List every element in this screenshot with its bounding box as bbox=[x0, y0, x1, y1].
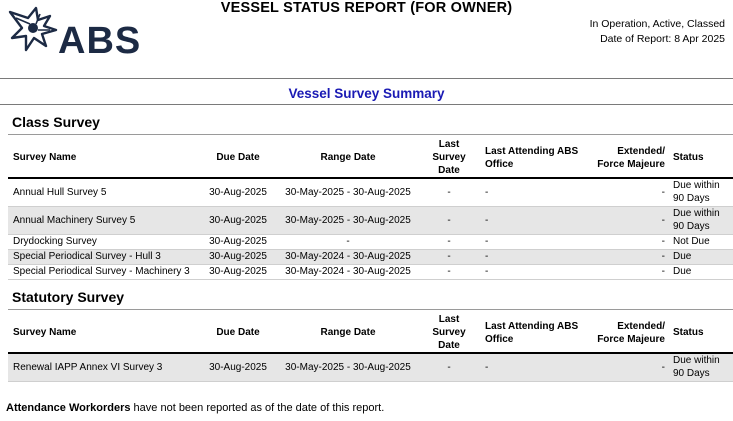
report-date-line bbox=[590, 32, 725, 47]
col-header-status: Status bbox=[673, 327, 704, 338]
col-header-last-survey-date: Last Survey Date bbox=[432, 139, 466, 176]
cell-last-survey-date: - bbox=[418, 206, 480, 234]
report-title: VESSEL STATUS REPORT (FOR OWNER) bbox=[220, 0, 513, 16]
summary-title: Vessel Survey Summary bbox=[288, 86, 445, 101]
cell-last-survey-date: - bbox=[447, 266, 451, 277]
logo-text: ABS bbox=[58, 20, 142, 60]
col-header-status: Status bbox=[673, 152, 704, 163]
vessel-status-line: In Operation, Active, Classed bbox=[589, 18, 725, 30]
cell-range-date: 30-May-2025 - 30-Aug-2025 bbox=[278, 353, 418, 381]
col-header-due-date: Due Date bbox=[216, 152, 260, 163]
cell-survey-name: Annual Machinery Survey 5 bbox=[8, 206, 198, 234]
cell-survey-name: Special Periodical Survey - Hull 3 bbox=[8, 249, 198, 264]
cell-last-survey-date: - bbox=[447, 236, 451, 247]
cell-extended: - bbox=[661, 266, 665, 277]
cell-range-date: 30-May-2025 - 30-Aug-2025 bbox=[285, 186, 411, 198]
statutory-survey-divider bbox=[8, 309, 733, 310]
col-header-survey-name: Survey Name bbox=[13, 327, 77, 338]
footer-note-bold: Attendance Workorders bbox=[6, 402, 131, 414]
cell-due-date: 30-Aug-2025 bbox=[209, 186, 267, 198]
cell-due-date: 30-Aug-2025 bbox=[198, 353, 278, 381]
cell-status: Due within 90 Days bbox=[668, 206, 733, 234]
cell-status: Due bbox=[673, 266, 692, 277]
footer-note bbox=[6, 402, 384, 414]
cell-range-date: 30-May-2024 - 30-Aug-2025 bbox=[285, 266, 411, 277]
cell-status: Due within 90 Days bbox=[673, 180, 720, 205]
class-survey-table bbox=[8, 138, 733, 280]
col-header-survey-name: Survey Name bbox=[13, 152, 77, 163]
cell-extended: - bbox=[661, 236, 665, 247]
col-header-last-survey-date: Last Survey Date bbox=[432, 314, 466, 351]
col-header-last-office: Last Attending ABS Office bbox=[485, 320, 579, 345]
cell-last-survey-date: - bbox=[447, 186, 451, 198]
cell-survey-name: Annual Hull Survey 5 bbox=[13, 186, 107, 198]
cell-survey-name: Special Periodical Survey - Machinery 3 bbox=[13, 266, 190, 277]
col-header-range-date: Range Date bbox=[320, 152, 376, 163]
cell-last-office: - bbox=[485, 266, 489, 277]
cell-survey-name: Renewal IAPP Annex VI Survey 3 bbox=[8, 353, 198, 381]
cell-last-office: - bbox=[480, 353, 590, 381]
summary-divider bbox=[0, 104, 733, 105]
cell-status: Due bbox=[668, 249, 733, 264]
cell-extended: - bbox=[661, 186, 665, 198]
cell-due-date: 30-Aug-2025 bbox=[198, 249, 278, 264]
cell-due-date: 30-Aug-2025 bbox=[209, 266, 267, 277]
cell-last-office: - bbox=[480, 206, 590, 234]
cell-due-date: 30-Aug-2025 bbox=[209, 236, 267, 247]
cell-last-survey-date: - bbox=[418, 353, 480, 381]
cell-status: Due within 90 Days bbox=[668, 353, 733, 381]
cell-last-office: - bbox=[480, 249, 590, 264]
cell-range-date: - bbox=[346, 236, 350, 247]
cell-range-date: 30-May-2025 - 30-Aug-2025 bbox=[278, 206, 418, 234]
cell-status: Not Due bbox=[673, 236, 710, 247]
table-row bbox=[8, 206, 733, 234]
table-row bbox=[8, 249, 733, 264]
report-date-label: Date of Report: bbox=[600, 33, 672, 45]
cell-last-office: - bbox=[485, 236, 489, 247]
cell-extended: - bbox=[590, 353, 668, 381]
table-header-row bbox=[8, 313, 733, 353]
table-row bbox=[8, 353, 733, 381]
table-row bbox=[8, 234, 733, 249]
col-header-due-date: Due Date bbox=[216, 327, 260, 338]
class-survey-title: Class Survey bbox=[12, 114, 100, 130]
footer-note-text: have not been reported as of the date of this report. bbox=[130, 402, 385, 414]
col-header-last-office: Last Attending ABS Office bbox=[485, 145, 579, 170]
statutory-survey-table bbox=[8, 313, 733, 382]
col-header-extended: Extended/ Force Majeure bbox=[597, 145, 665, 170]
table-row bbox=[8, 178, 733, 206]
cell-last-survey-date: - bbox=[418, 249, 480, 264]
statutory-survey-title: Statutory Survey bbox=[12, 289, 125, 305]
col-header-range-date: Range Date bbox=[320, 327, 376, 338]
header-divider bbox=[0, 78, 733, 79]
cell-last-office: - bbox=[485, 186, 489, 198]
report-date-value: 8 Apr 2025 bbox=[674, 33, 725, 45]
class-survey-divider bbox=[8, 134, 733, 135]
table-header-row bbox=[8, 138, 733, 178]
table-row bbox=[8, 264, 733, 279]
col-header-extended: Extended/ Force Majeure bbox=[597, 320, 665, 345]
cell-extended: - bbox=[590, 249, 668, 264]
cell-range-date: 30-May-2024 - 30-Aug-2025 bbox=[278, 249, 418, 264]
cell-extended: - bbox=[590, 206, 668, 234]
cell-due-date: 30-Aug-2025 bbox=[198, 206, 278, 234]
report-header-info bbox=[590, 17, 725, 47]
cell-survey-name: Drydocking Survey bbox=[13, 236, 97, 247]
